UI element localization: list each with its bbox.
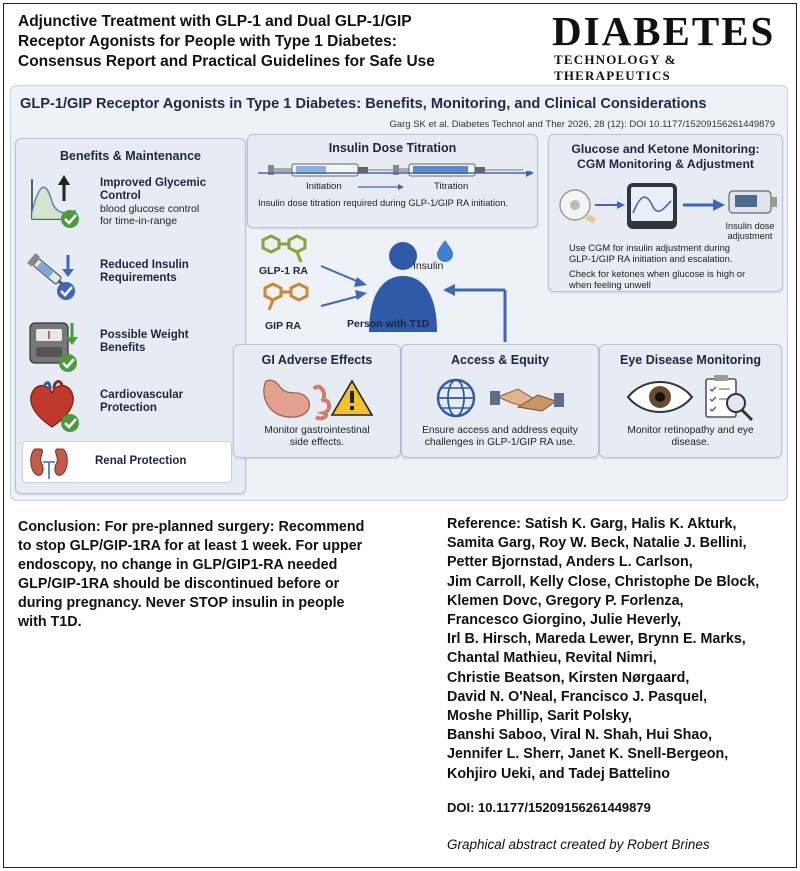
benefit-title-line: Cardiovascular xyxy=(100,389,184,401)
syringe-down-icon xyxy=(24,247,84,305)
benefits-title: Benefits & Maintenance xyxy=(59,149,201,163)
heart-icon xyxy=(24,377,84,435)
benefit-title-line: Protection xyxy=(100,402,157,414)
logo-main-text: DIABETES xyxy=(552,8,776,54)
reference-line: Jim Carroll, Kelly Close, Christophe De Block, xyxy=(447,573,760,590)
reference-line: Klemen Dovc, Gregory P. Forlenza, xyxy=(447,592,684,609)
titration-label: Titration xyxy=(434,181,469,192)
glp1-label: GLP-1 RA xyxy=(259,265,309,277)
benefit-item xyxy=(22,173,240,233)
conclusion xyxy=(18,518,418,632)
stomach-warning-icon xyxy=(258,375,378,421)
titration-caption: Insulin dose titration required during GLP-1/GIP RA initiation. xyxy=(258,198,508,208)
monitoring-text-line: when feeling unwell xyxy=(569,279,651,290)
title-line: Receptor Agonists for People with Type 1 Diabetes: xyxy=(18,33,397,50)
access-panel xyxy=(401,344,599,458)
access-title: Access & Equity xyxy=(451,353,549,367)
eye-panel xyxy=(599,344,782,458)
glucose-curve-icon xyxy=(24,173,84,231)
reference xyxy=(447,515,797,784)
reference-line: Samita Garg, Roy W. Beck, Natalie J. Bellini, xyxy=(447,535,747,552)
abstract-citation: Garg SK et al. Diabetes Technol and Ther 2026, 28 (12): DOI 10.1177/15209156261449879 xyxy=(389,119,775,130)
conclusion-line: endoscopy, no change in GLP/GIP1-RA needed xyxy=(18,557,338,573)
benefit-text xyxy=(100,177,206,227)
access-caption-line: challenges in GLP-1/GIP RA use. xyxy=(424,437,576,448)
benefit-text xyxy=(100,329,189,355)
reference-line: Reference: Satish K. Garg, Halis K. Akturk, xyxy=(447,516,737,532)
benefit-item xyxy=(22,377,240,437)
device-label-line: adjustment xyxy=(727,231,773,241)
conclusion-line: during pregnancy. Never STOP insulin in people xyxy=(18,595,345,611)
benefit-title-line: Benefits xyxy=(100,342,146,354)
benefit-title-line: Requirements xyxy=(100,272,177,284)
article-title xyxy=(18,12,518,72)
benefit-sub-line: for time-in-range xyxy=(100,215,178,227)
journal-logo xyxy=(552,8,782,83)
logo-sub-text: TECHNOLOGY & THERAPEUTICS xyxy=(554,52,677,83)
reference-line: Moshe Phillip, Sarit Polsky, xyxy=(447,708,632,725)
person-label: Person with T1D xyxy=(347,318,430,330)
kidney-icon xyxy=(27,445,71,479)
titration-panel xyxy=(247,134,538,228)
titration-arrow xyxy=(258,171,534,193)
benefit-item xyxy=(22,247,240,307)
conclusion-line: Conclusion: For pre-planned surgery: Recommend xyxy=(18,519,365,535)
eye-caption xyxy=(604,425,777,449)
conclusion-line: with T1D. xyxy=(18,614,82,630)
benefit-text xyxy=(95,455,186,468)
reference-line: Petter Bjornstad, Anders L. Carlson, xyxy=(447,554,693,571)
gi-caption-line: side effects. xyxy=(289,437,345,448)
benefit-item xyxy=(22,317,240,377)
benefit-item xyxy=(22,441,232,483)
monitoring-title-line: CGM Monitoring & Adjustment xyxy=(577,157,754,171)
benefit-title-line: Renal Protection xyxy=(95,455,187,467)
gip-label: GIP RA xyxy=(265,320,301,332)
reference-line: Jennifer L. Sherr, Janet K. Snell-Bergeon, xyxy=(447,746,729,763)
title-line: Adjunctive Treatment with GLP-1 and Dual GLP-1/GIP xyxy=(18,13,412,30)
access-caption-line: Ensure access and address equity xyxy=(422,425,578,436)
conclusion-line: to stop GLP/GIP-1RA for at least 1 week. For upper xyxy=(18,538,363,554)
gi-panel xyxy=(233,344,401,458)
gi-title: GI Adverse Effects xyxy=(261,353,373,367)
monitoring-text-line: GLP-1/GIP RA initiation and escalation. xyxy=(569,253,733,264)
device-label xyxy=(722,221,778,241)
titration-title: Insulin Dose Titration xyxy=(328,141,457,155)
reference-line: David N. O'Neal, Francisco J. Pasquel, xyxy=(447,688,708,705)
reference-line: Chantal Mathieu, Revital Nimri, xyxy=(447,650,657,667)
graphical-abstract xyxy=(10,85,788,501)
monitoring-title-line: Glucose and Ketone Monitoring: xyxy=(571,142,760,156)
benefit-text xyxy=(100,389,183,415)
conclusion-line: GLP/GIP-1RA should be discontinued before or xyxy=(18,576,340,592)
abstract-title: GLP-1/GIP Receptor Agonists in Type 1 Diabetes: Benefits, Monitoring, and Clinical Considerations xyxy=(20,96,707,112)
benefit-title-line: Control xyxy=(100,190,141,202)
gi-caption xyxy=(238,425,396,449)
initiation-label: Initiation xyxy=(306,181,342,192)
reference-line: Irl B. Hirsch, Mareda Lewer, Brynn E. Marks, xyxy=(447,631,746,648)
device-label-line: Insulin dose xyxy=(725,221,775,231)
reference-line: Francesco Giorgino, Julie Heverly, xyxy=(447,612,682,629)
eye-title: Eye Disease Monitoring xyxy=(619,353,761,367)
monitoring-text-line: Check for ketones when glucose is high or xyxy=(569,268,746,279)
globe-handshake-icon xyxy=(434,375,574,421)
eye-caption-line: Monitor retinopathy and eye xyxy=(627,425,754,436)
gi-caption-line: Monitor gastrointestinal xyxy=(264,425,370,436)
eye-checklist-icon xyxy=(624,373,764,423)
monitoring-text-line: Use CGM for insulin adjustment during xyxy=(569,242,731,253)
credit-text: Graphical abstract created by Robert Brines xyxy=(447,837,710,852)
benefit-title-line: Possible Weight xyxy=(100,329,189,341)
benefit-title-line: Reduced Insulin xyxy=(100,259,189,271)
benefit-title-line: Improved Glycemic xyxy=(100,177,207,189)
monitoring-text xyxy=(569,242,745,290)
title-line: Consensus Report and Practical Guidelines for Safe Use xyxy=(18,53,435,70)
reference-line: Kohjiro Ueki, and Tadej Battelino xyxy=(447,765,670,782)
benefit-sub-line: blood glucose control xyxy=(100,203,200,215)
monitoring-panel xyxy=(548,134,783,292)
monitoring-title xyxy=(549,142,782,172)
weight-scale-icon xyxy=(24,317,84,375)
reference-line: Christie Beatson, Kirsten Nørgaard, xyxy=(447,669,690,686)
insulin-label: Insulin xyxy=(413,260,444,272)
eye-caption-line: disease. xyxy=(671,437,710,448)
benefits-panel xyxy=(15,138,246,494)
doi-text: DOI: 10.1177/15209156261449879 xyxy=(447,800,651,815)
reference-line: Banshi Saboo, Viral N. Shah, Hui Shao, xyxy=(447,727,713,744)
access-caption xyxy=(406,425,594,449)
benefit-text xyxy=(100,259,189,285)
